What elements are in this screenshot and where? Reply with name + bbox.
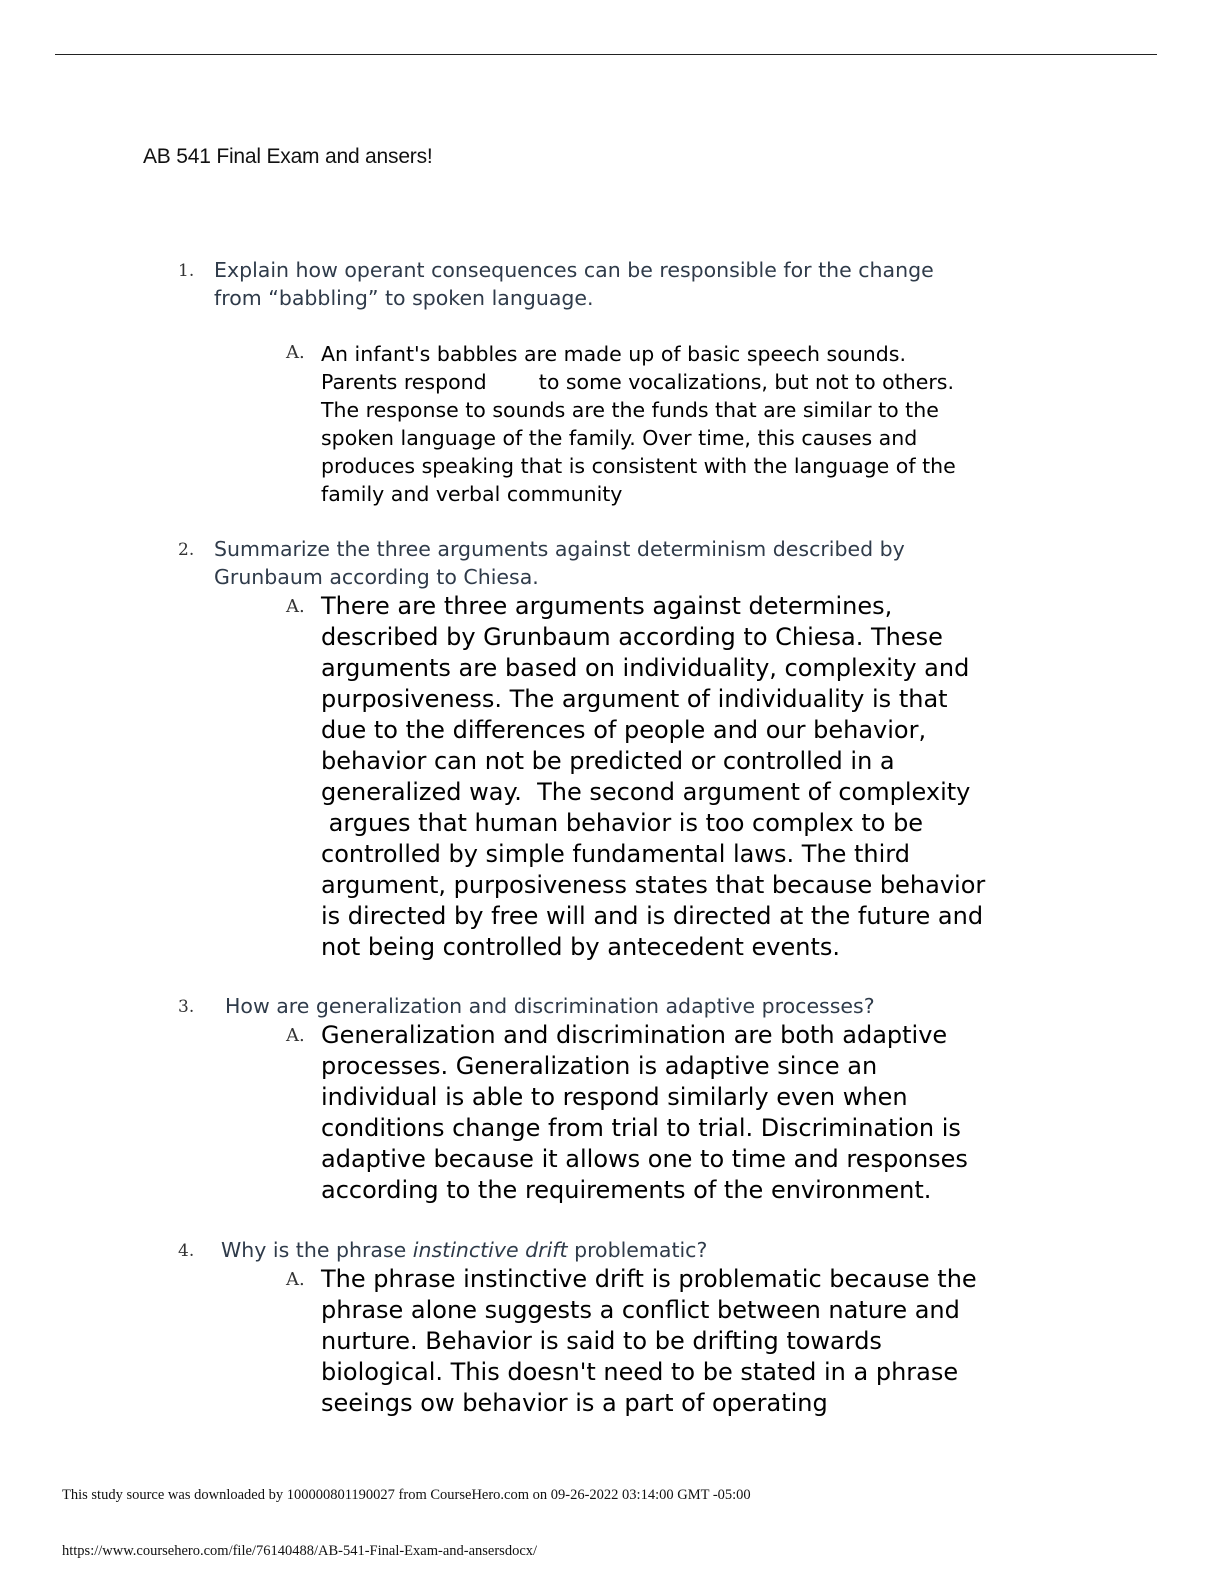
question-text-italic: instinctive drift: [412, 1238, 568, 1262]
answer-line: is directed by free will and is directed at the future and: [321, 902, 984, 930]
answer-line: individual is able to respond similarly even when: [321, 1083, 908, 1111]
question-1: [178, 256, 1114, 312]
answer-line: behavior can not be predicted or controlled in a: [321, 747, 895, 775]
question-4: [178, 1236, 1101, 1264]
question-line: How are generalization and discrimination adaptive processes?: [225, 994, 875, 1018]
question-2: [178, 535, 1114, 591]
answer-line: nurture. Behavior is said to be drifting towards: [321, 1327, 882, 1355]
answer-line: An infant's babbles are made up of basic speech sounds.: [321, 342, 906, 366]
document-title: AB 541 Final Exam and ansers!: [143, 145, 433, 168]
question-line: Grunbaum according to Chiesa.: [214, 565, 539, 589]
answer-letter: A.: [286, 342, 305, 363]
answer-line: not being controlled by antecedent events.: [321, 933, 841, 961]
answer-line: purposiveness. The argument of individuality is that: [321, 685, 948, 713]
answer-line: arguments are based on individuality, complexity and: [321, 654, 970, 682]
answer-line: The response to sounds are the funds that are similar to the: [321, 398, 939, 422]
answer-letter: A.: [286, 1269, 305, 1290]
question-line: from “babbling” to spoken language.: [214, 286, 594, 310]
answer-letter: A.: [286, 596, 305, 617]
answer-line: seeings ow behavior is a part of operating: [321, 1389, 828, 1417]
answer-line: conditions change from trial to trial. Discrimination is: [321, 1114, 961, 1142]
answer-line: argues that human behavior is too complex to be: [321, 809, 924, 837]
question-number: 2.: [178, 540, 195, 560]
source-notice: This study source was downloaded by 100000801190027 from CourseHero.com on 09-26-2022 03:14:00 GMT -05:00: [62, 1487, 751, 1503]
answer-line: phrase alone suggests a conflict between nature and: [321, 1296, 960, 1324]
question-number: 3.: [178, 997, 195, 1017]
answer-line: The phrase instinctive drift is problematic because the: [321, 1265, 977, 1293]
answer-line: produces speaking that is consistent with the language of the: [321, 454, 956, 478]
question-number: 1.: [178, 261, 195, 281]
question-line: Explain how operant consequences can be responsible for the change: [214, 258, 934, 282]
question-line: [221, 1236, 1101, 1264]
answer-line: described by Grunbaum according to Chiesa. These: [321, 623, 943, 651]
answer-line: argument, purposiveness states that because behavior: [321, 871, 986, 899]
answer-line: There are three arguments against determines,: [321, 592, 893, 620]
answer-line: due to the differences of people and our behavior,: [321, 716, 927, 744]
source-url-link[interactable]: https://www.coursehero.com/file/76140488/AB-541-Final-Exam-and-ansersdocx/: [62, 1543, 538, 1559]
question-3: [178, 992, 1105, 1020]
answer-line: biological. This doesn't need to be stated in a phrase: [321, 1358, 959, 1386]
question-number: 4.: [178, 1241, 195, 1261]
answer-line: processes. Generalization is adaptive since an: [321, 1052, 878, 1080]
question-text-prefix: Why is the phrase: [221, 1238, 413, 1262]
answer-line: generalized way. The second argument of complexity: [321, 778, 971, 806]
answer-line: controlled by simple fundamental laws. The third: [321, 840, 910, 868]
header-rule: [55, 54, 1157, 55]
answer-line: Parents respond to some vocalizations, but not to others.: [321, 370, 954, 394]
answer-line: spoken language of the family. Over time, this causes and: [321, 426, 918, 450]
answer-line: according to the requirements of the environment.: [321, 1176, 932, 1204]
answer-line: family and verbal community: [321, 482, 623, 506]
answer-letter: A.: [286, 1025, 305, 1046]
question-line: Summarize the three arguments against determinism described by: [214, 537, 905, 561]
answer-line: Generalization and discrimination are both adaptive: [321, 1021, 948, 1049]
answer-line: adaptive because it allows one to time and responses: [321, 1145, 968, 1173]
question-text-suffix: problematic?: [567, 1238, 708, 1262]
